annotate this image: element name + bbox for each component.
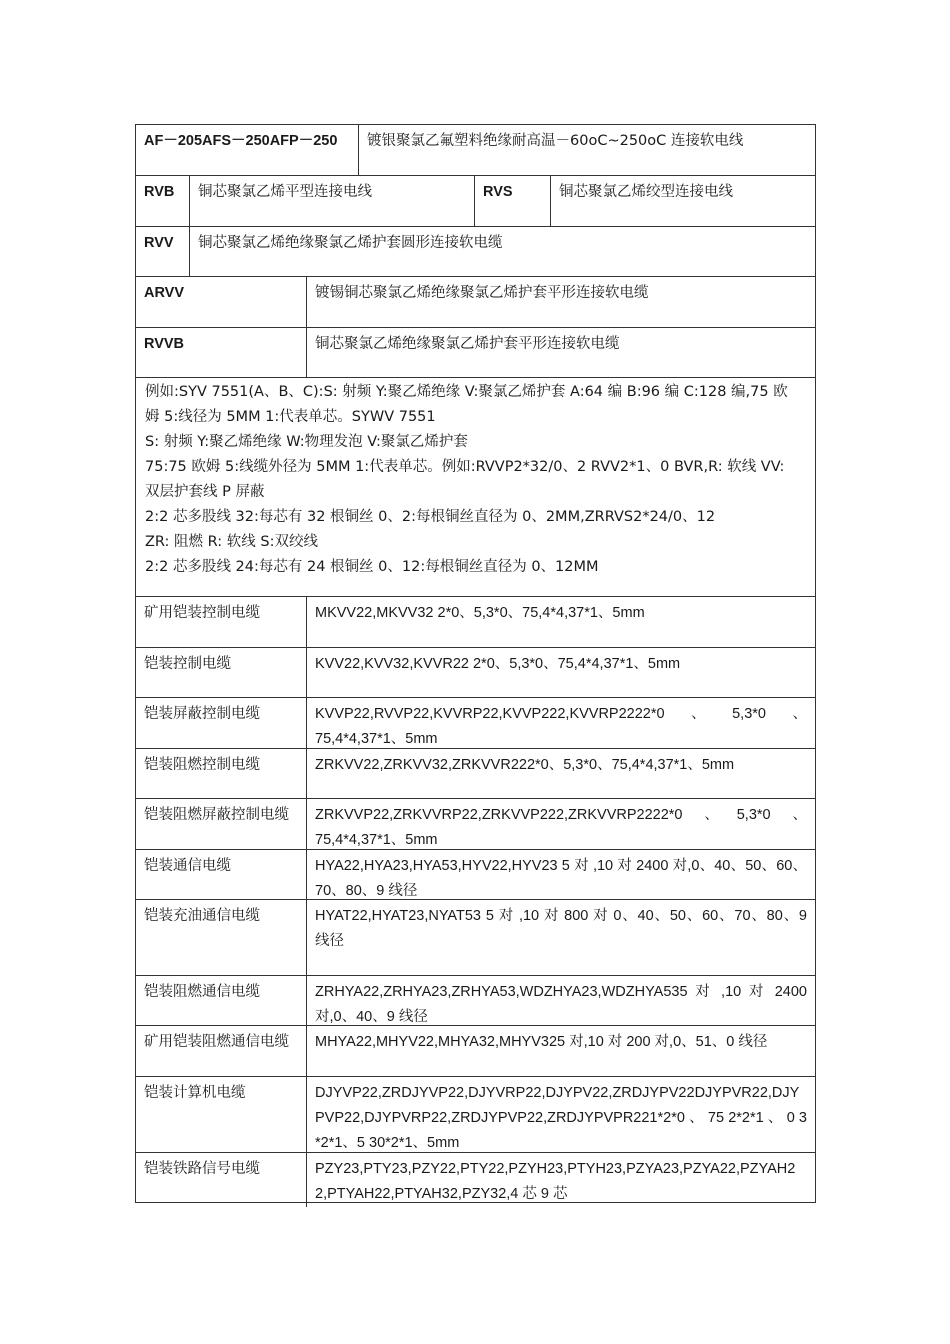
cable-spec: PZY23,PTY23,PZY22,PTY22,PZYH23,PTYH23,PZYA23,PZYA22,PZYAH22,PTYAH22,PTYAH32,PZY32,4 芯 9 芯: [307, 1153, 816, 1207]
cable-description: 铜芯聚氯乙烯绝缘聚氯乙烯护套平形连接软电缆: [307, 328, 816, 377]
row-rvvb: [135, 327, 816, 377]
cable-name: 铠装阻燃通信电缆: [144, 984, 260, 1000]
note-line: 2:2 芯多股线 24:每芯有 24 根铜丝 0、12:每根铜丝直径为 0、12MM: [145, 559, 599, 575]
cable-row: [135, 697, 816, 748]
cable-row: [135, 849, 816, 899]
row-rvb-rvs: [135, 175, 816, 226]
note-line: 75:75 欧姆 5:线缆外径为 5MM 1:代表单芯。例如:RVVP2*32/0、2 RVV2*1、0 BVR,R: 软线 VV:: [145, 459, 785, 475]
note-line: 2:2 芯多股线 32:每芯有 32 根铜丝 0、2:每根铜丝直径为 0、2MM,ZRRVS2*24/0、12: [145, 509, 716, 525]
cable-row: [135, 647, 816, 697]
cable-code: RVV: [144, 235, 174, 251]
cable-name: 铠装控制电缆: [144, 656, 231, 672]
cable-description: 镀锡铜芯聚氯乙烯绝缘聚氯乙烯护套平形连接软电缆: [307, 277, 816, 327]
cable-name: 铠装铁路信号电缆: [144, 1161, 260, 1177]
row-af205: [135, 124, 816, 175]
cable-code: RVB: [144, 184, 175, 200]
cable-spec: HYAT22,HYAT23,NYAT53 5 对 ,10 对 800 对 0、40、50、60、70、80、9 线径: [307, 900, 816, 975]
cable-name: 铠装阻燃屏蔽控制电缆: [144, 807, 289, 823]
cable-code-2: RVS: [475, 176, 551, 226]
cable-spec: ZRHYA22,ZRHYA23,ZRHYA53,WDZHYA23,WDZHYA535 对 ,10 对 2400 对,0、40、9 线径: [307, 976, 816, 1030]
cable-name: 矿用铠装阻燃通信电缆: [144, 1034, 289, 1050]
cable-spec: ZRKVVP22,ZRKVVRP22,ZRKVVP222,ZRKVVRP2222*0 、5,3*0 、75,4*4,37*1、5mm: [307, 799, 816, 853]
cable-row: [135, 596, 816, 647]
cable-spec: KVVP22,RVVP22,KVVRP22,KVVP222,KVVRP2222*0、5,3*0、75,4*4,37*1、5mm: [307, 698, 816, 752]
cable-spec: DJYVP22,ZRDJYVP22,DJYVRP22,DJYPV22,ZRDJYPV22DJYPVR22,DJYPVP22,DJYPVRP22,ZRDJYPVP22,ZRDJYPVPR221*2*0 、 75 2*2*1 、 0 3*2*1、5 30*2*1、5mm: [307, 1077, 816, 1156]
cable-name: 铠装屏蔽控制电缆: [144, 706, 260, 722]
cable-description: 铜芯聚氯乙烯平型连接电线: [190, 176, 475, 226]
note-line: 例如:SYV 7551(A、B、C):S: 射频 Y:聚乙烯绝缘 V:聚氯乙烯护套 A:64 编 B:96 编 C:128 编,75 欧: [145, 384, 788, 400]
cable-description: 镀银聚氯乙氟塑料绝缘耐高温－60oC~250oC 连接软电线: [359, 125, 816, 175]
cable-row: [135, 748, 816, 798]
cable-spec: ZRKVV22,ZRKVV32,ZRKVVR222*0、5,3*0、75,4*4,37*1、5mm: [307, 749, 816, 798]
notes-block: [135, 377, 816, 596]
cable-spec: KVV22,KVV32,KVVR22 2*0、5,3*0、75,4*4,37*1、5mm: [307, 648, 816, 697]
cable-spec: MKVV22,MKVV32 2*0、5,3*0、75,4*4,37*1、5mm: [307, 597, 816, 647]
cable-name: 铠装充油通信电缆: [144, 908, 260, 924]
cable-description-2: 铜芯聚氯乙烯绞型连接电线: [551, 176, 816, 226]
note-line: S: 射频 Y:聚乙烯绝缘 W:物理发泡 V:聚氯乙烯护套: [145, 434, 468, 450]
row-rvv: [135, 226, 816, 276]
cable-row: [135, 1152, 816, 1203]
cable-row: [135, 899, 816, 975]
note-line: ZR: 阻燃 R: 软线 S:双绞线: [145, 534, 318, 550]
cable-code: RVVB: [144, 336, 185, 352]
row-arvv: [135, 276, 816, 327]
note-line: 双层护套线 P 屏蔽: [145, 484, 265, 500]
cable-description: 铜芯聚氯乙烯绝缘聚氯乙烯护套圆形连接软电缆: [190, 227, 816, 276]
cable-spec: HYA22,HYA23,HYA53,HYV22,HYV23 5 对 ,10 对 2400 对,0、40、50、60、70、80、9 线径: [307, 850, 816, 904]
cable-row: [135, 1076, 816, 1152]
cable-name: 铠装通信电缆: [144, 858, 231, 874]
cable-name: 铠装计算机电缆: [144, 1085, 246, 1101]
cable-spec: MHYA22,MHYV22,MHYA32,MHYV325 对,10 对 200 对,0、51、0 线径: [307, 1026, 816, 1076]
cable-code: AF－205AFS－250AFP－250: [144, 133, 338, 149]
note-line: 姆 5:线径为 5MM 1:代表单芯。SYWV 7551: [145, 409, 436, 425]
cable-row: [135, 798, 816, 849]
cable-name: 铠装阻燃控制电缆: [144, 757, 260, 773]
cable-code: ARVV: [144, 285, 185, 301]
cable-name: 矿用铠装控制电缆: [144, 605, 260, 621]
cable-row: [135, 975, 816, 1025]
cable-row: [135, 1025, 816, 1076]
